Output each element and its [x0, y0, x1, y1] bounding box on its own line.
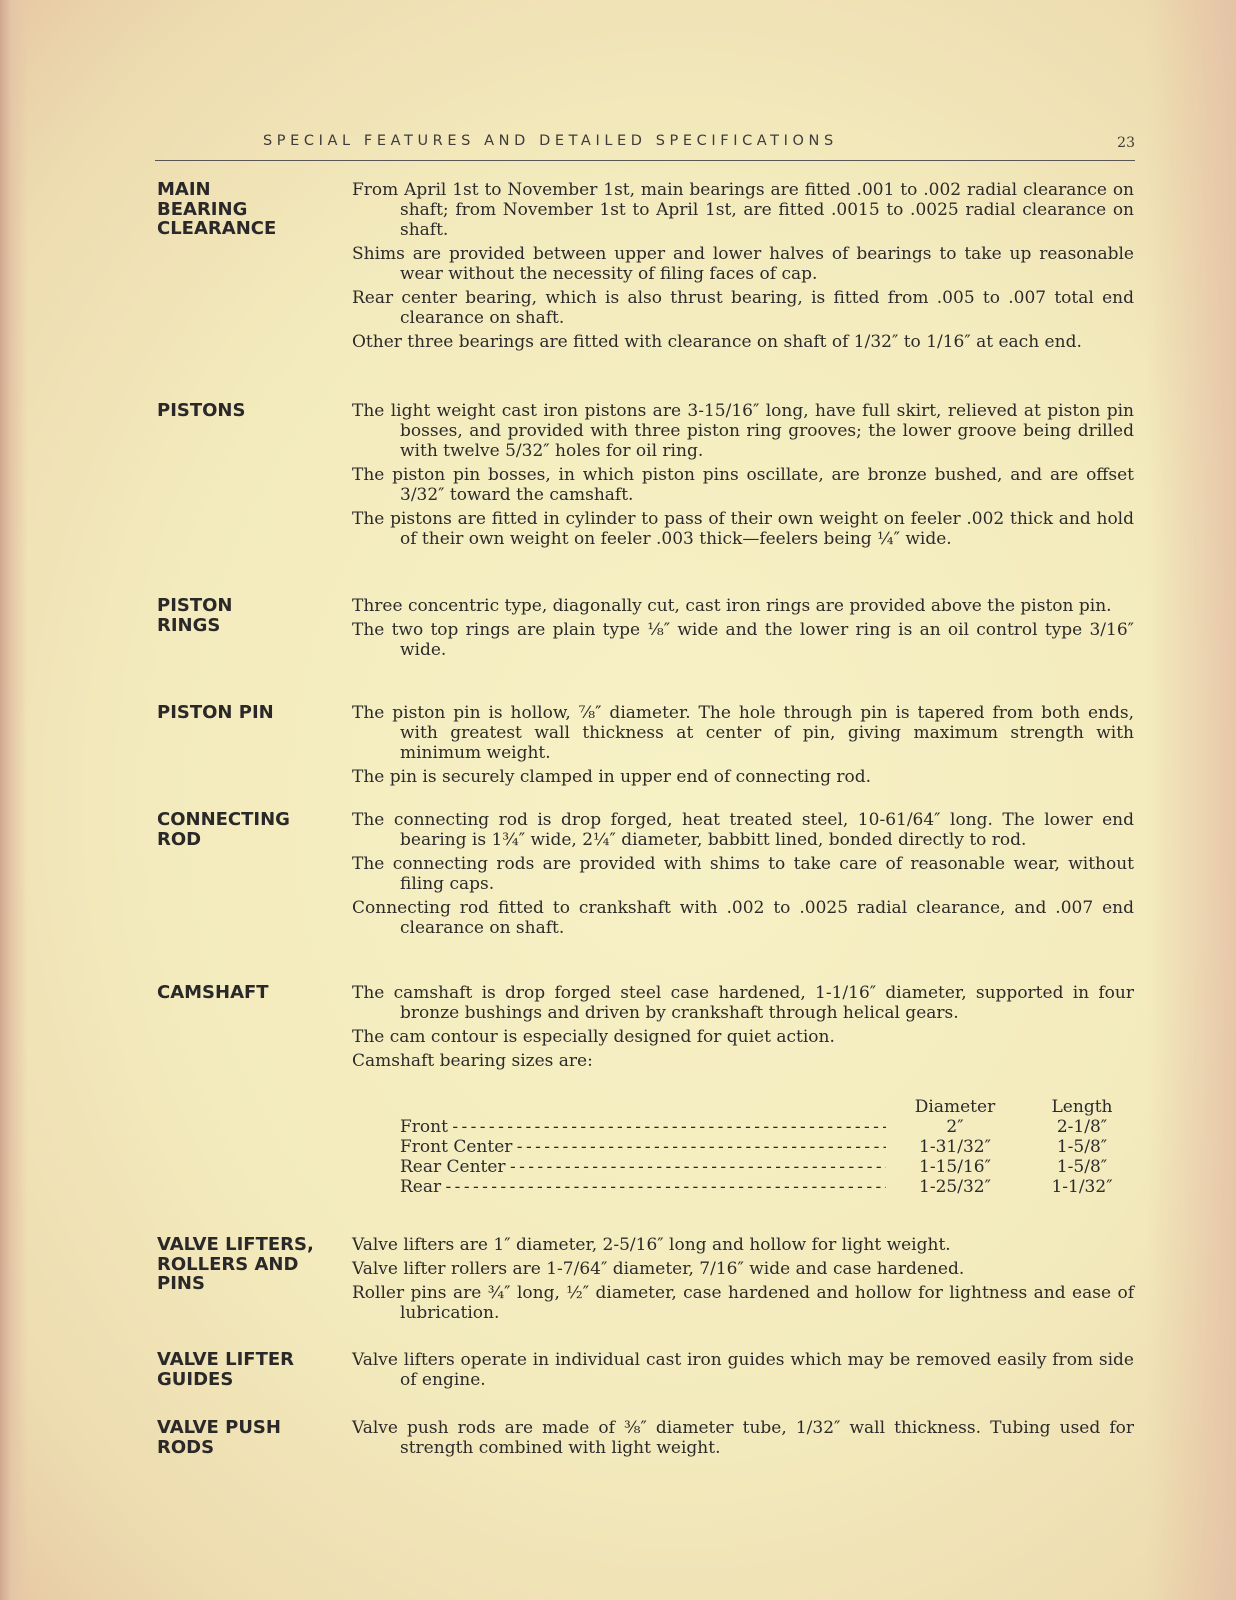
section-heading: PISTON RINGS	[157, 595, 233, 636]
paragraph: Valve lifters operate in individual cast iron guides which may be removed easily from side of engine.	[352, 1350, 1134, 1390]
paragraph: The pin is securely clamped in upper end of connecting rod.	[352, 767, 872, 787]
paragraph: The connecting rods are provided with shims to take care of reasonable wear, without filing caps.	[352, 854, 1134, 894]
table-row	[400, 1177, 1134, 1197]
paragraph: The connecting rod is drop forged, heat treated steel, 10-61/64″ long. The lower end bearing is 1¾″ wide, 2¼″ diameter, babbitt lined, bonded directly to rod.	[352, 810, 1134, 850]
paragraph: The cam contour is especially designed for quiet action.	[352, 1027, 835, 1047]
section-body	[352, 983, 1134, 1197]
section-heading: VALVE LIFTER GUIDES	[157, 1349, 295, 1390]
paragraph: The light weight cast iron pistons are 3-15/16″ long, have full skirt, relieved at piston pin bosses, and provided with three piston ring grooves; the lower groove being drilled with twelve 5/32″ holes for oil ring.	[352, 401, 1134, 461]
bearing-length: 1-5/8″	[1056, 1157, 1108, 1177]
section-body	[352, 1235, 1134, 1327]
camshaft-bearing-table	[400, 1097, 1134, 1197]
section-body	[352, 180, 1134, 356]
page-header	[155, 130, 1135, 161]
paragraph: Valve lifter rollers are 1-7/64″ diameter, 7/16″ wide and case hardened.	[352, 1259, 965, 1279]
table-row	[400, 1117, 1134, 1137]
page-title: SPECIAL FEATURES AND DETAILED SPECIFICATIONS	[263, 133, 838, 149]
bearing-diameter: 1-31/32″	[919, 1137, 991, 1157]
section-heading: VALVE PUSH RODS	[157, 1417, 281, 1458]
section-heading: VALVE LIFTERS, ROLLERS AND PINS	[157, 1234, 314, 1294]
section-heading: PISTON PIN	[157, 702, 274, 723]
table-row	[400, 1137, 1134, 1157]
page-number: 23	[1117, 135, 1135, 151]
paragraph: The piston pin bosses, in which piston pins oscillate, are bronze bushed, and are offset 3/32″ toward the camshaft.	[352, 465, 1134, 505]
page-binding-shadow	[0, 0, 28, 1600]
paragraph: The piston pin is hollow, ⅞″ diameter. The hole through pin is tapered from both ends, with greatest wall thickness at center of pin, giving maximum strength with minimum weight.	[352, 703, 1134, 763]
paragraph: Roller pins are ¾″ long, ½″ diameter, case hardened and hollow for lightness and ease of lubrication.	[352, 1283, 1134, 1323]
bearing-name: Front Center - - -	[400, 1137, 886, 1157]
paragraph: Connecting rod fitted to crankshaft with .002 to .0025 radial clearance, and .007 end clearance on shaft.	[352, 898, 1134, 938]
section-heading: CONNECTING ROD	[157, 809, 290, 850]
bearing-diameter: 1-25/32″	[919, 1177, 991, 1197]
section-body	[352, 810, 1134, 942]
section-body	[352, 596, 1134, 664]
bearing-diameter: 1-15/16″	[919, 1157, 991, 1177]
bearing-name: Front - - -	[400, 1117, 886, 1137]
section-body	[352, 703, 1134, 791]
column-header-length: Length	[1051, 1097, 1113, 1117]
paragraph: Three concentric type, diagonally cut, cast iron rings are provided above the piston pin.	[352, 596, 1112, 616]
page-edge-tint	[1146, 0, 1236, 1600]
paragraph: Valve lifters are 1″ diameter, 2-5/16″ long and hollow for light weight.	[352, 1235, 951, 1255]
paragraph: Other three bearings are fitted with clearance on shaft of 1/32″ to 1/16″ at each end.	[352, 332, 1082, 352]
bearing-name: Rear Center - - -	[400, 1157, 886, 1177]
paragraph: Valve push rods are made of ⅜″ diameter tube, 1/32″ wall thickness. Tubing used for strength combined with light weight.	[352, 1418, 1134, 1458]
paragraph: Camshaft bearing sizes are:	[352, 1051, 593, 1071]
paragraph: The camshaft is drop forged steel case hardened, 1-1/16″ diameter, supported in four bronze bushings and driven by crankshaft through helical gears.	[352, 983, 1134, 1023]
bearing-diameter: 2″	[946, 1117, 964, 1137]
paragraph: Rear center bearing, which is also thrust bearing, is fitted from .005 to .007 total end clearance on shaft.	[352, 288, 1134, 328]
bearing-name: Rear - - -	[400, 1177, 886, 1197]
table-row	[400, 1157, 1134, 1177]
section-heading: CAMSHAFT	[157, 982, 269, 1003]
paragraph: Shims are provided between upper and lower halves of bearings to take up reasonable wear without the necessity of filing faces of cap.	[352, 244, 1134, 284]
paragraph: From April 1st to November 1st, main bearings are fitted .001 to .002 radial clearance on shaft; from November 1st to April 1st, are fitted .0015 to .0025 radial clearance on shaft.	[352, 180, 1134, 240]
section-body	[352, 401, 1134, 553]
section-heading: PISTONS	[157, 400, 246, 421]
bearing-length: 1-1/32″	[1051, 1177, 1113, 1197]
paragraph: The two top rings are plain type ⅛″ wide and the lower ring is an oil control type 3/16″ wide.	[352, 620, 1134, 660]
section-heading: MAIN BEARING CLEARANCE	[157, 179, 277, 239]
section-body	[352, 1350, 1134, 1394]
column-header-diameter: Diameter	[914, 1097, 996, 1117]
section-body	[352, 1418, 1134, 1462]
bearing-length: 1-5/8″	[1056, 1137, 1108, 1157]
table-header-row	[400, 1097, 1134, 1117]
bearing-length: 2-1/8″	[1056, 1117, 1108, 1137]
paragraph: The pistons are fitted in cylinder to pass of their own weight on feeler .002 thick and hold of their own weight on feeler .003 thick—feelers being ¼″ wide.	[352, 509, 1134, 549]
